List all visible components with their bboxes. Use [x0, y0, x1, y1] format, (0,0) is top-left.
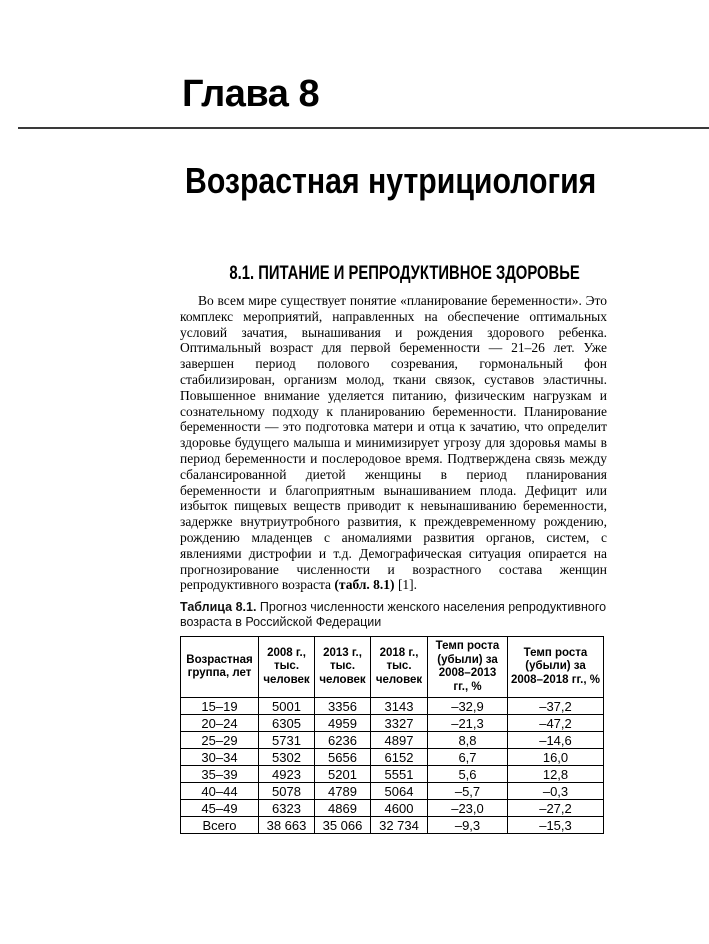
- table-row: [181, 766, 604, 783]
- paragraph-text: Во всем мире существует понятие «планирование беременности». Это комплекс мероприятий, направленных на обеспечение оптимальных условий зачатия, вынашивания и рождения здорового ребенка. Оптимальный возраст для первой беременности — 21–26 лет. Уже завершен период полового созревания, гормональный фон стабилизирован, организм молод, ткани связок, суставов эластичны. Повышенное внимание уделяется питанию, физическим нагрузкам и сознательному подходу к планированию беременности. Планирование беременности — это подготовка матери и отца к зачатию, что определит здоровье будущего малыша и минимизирует угрозу для здоровья мамы в период беременности и послеродовое время. Подтверждена связь между сбалансированной диетой женщины в период планирования беременности и благоприятным вынашиванием плода. Дефицит или избыток пищевых веществ приводит к невынашиванию беременности, задержке внутриутробного развития, к преждевременному рождению, рождению младенцев с аномалиями развития органов, систем, с явлениями дистрофии и т.д. Демографическая ситуация опирается на прогнозирование численности и возрастного состава женщин репродуктивного возраста: [180, 293, 607, 593]
- cell-age-group: 30–34: [181, 749, 259, 766]
- cell-value: –23,0: [428, 800, 508, 817]
- cell-value: 6323: [259, 800, 315, 817]
- cell-value: 5,6: [428, 766, 508, 783]
- table-reference: (табл. 8.1): [334, 577, 395, 593]
- cell-value: 6305: [259, 715, 315, 732]
- cell-age-group: 35–39: [181, 766, 259, 783]
- chapter-number-heading: [182, 72, 319, 116]
- header-age-group: Возрастная группа, лет: [181, 637, 259, 698]
- cell-value: 5201: [315, 766, 371, 783]
- cell-value: 12,8: [508, 766, 604, 783]
- chapter-title-text: Возрастная нутрициология: [185, 160, 597, 201]
- cell-value: 5078: [259, 783, 315, 800]
- table-caption-number: Таблица 8.1.: [180, 600, 257, 615]
- population-forecast-table: [180, 636, 604, 834]
- cell-value: –14,6: [508, 732, 604, 749]
- cell-value: –27,2: [508, 800, 604, 817]
- cell-value: 4897: [371, 732, 428, 749]
- cell-value: 4959: [315, 715, 371, 732]
- table-row: [181, 749, 604, 766]
- cell-value: 6152: [371, 749, 428, 766]
- table-row: [181, 698, 604, 715]
- cell-value: 8,8: [428, 732, 508, 749]
- header-2013: 2013 г., тыс. человек: [315, 637, 371, 698]
- section-heading-text: 8.1. ПИТАНИЕ И РЕПРОДУКТИВНОЕ ЗДОРОВЬЕ: [229, 263, 580, 284]
- cell-value: 5302: [259, 749, 315, 766]
- cell-age-group: 40–44: [181, 783, 259, 800]
- cell-value: 5001: [259, 698, 315, 715]
- table-row: [181, 800, 604, 817]
- cell-value: 3327: [371, 715, 428, 732]
- cell-value: 5551: [371, 766, 428, 783]
- cell-value: 5064: [371, 783, 428, 800]
- section-heading: [180, 262, 607, 286]
- table-caption-text: Прогноз численности женского населения репродуктивного возраста в Российской Федерации: [180, 600, 607, 630]
- header-2018: 2018 г., тыс. человек: [371, 637, 428, 698]
- table-row: [181, 715, 604, 732]
- header-2008: 2008 г., тыс. человек: [259, 637, 315, 698]
- cell-age-group: 20–24: [181, 715, 259, 732]
- cell-value: 6,7: [428, 749, 508, 766]
- citation-reference: [1].: [394, 577, 418, 593]
- cell-age-group: 45–49: [181, 800, 259, 817]
- cell-value: 3143: [371, 698, 428, 715]
- table-row: [181, 732, 604, 749]
- cell-value: –32,9: [428, 698, 508, 715]
- chapter-divider-rule: [18, 127, 709, 129]
- cell-value: –5,7: [428, 783, 508, 800]
- cell-value: –21,3: [428, 715, 508, 732]
- cell-value: 4600: [371, 800, 428, 817]
- header-growth-2008-2013: Темп роста (убыли) за 2008–2013 гг., %: [428, 637, 508, 698]
- cell-value: –0,3: [508, 783, 604, 800]
- cell-value: 16,0: [508, 749, 604, 766]
- cell-value: 4923: [259, 766, 315, 783]
- cell-age-group: 15–19: [181, 698, 259, 715]
- cell-value: 5656: [315, 749, 371, 766]
- cell-value: –15,3: [508, 817, 604, 834]
- cell-value: 3356: [315, 698, 371, 715]
- table-header-row: [181, 637, 604, 698]
- cell-value: 35 066: [315, 817, 371, 834]
- text-column: [180, 262, 607, 834]
- cell-value: 4789: [315, 783, 371, 800]
- cell-value: –47,2: [508, 715, 604, 732]
- cell-total-label: Всего: [181, 817, 259, 834]
- cell-value: –37,2: [508, 698, 604, 715]
- cell-age-group: 25–29: [181, 732, 259, 749]
- body-paragraph: [180, 293, 607, 593]
- header-growth-2008-2018: Темп роста (убыли) за 2008–2018 гг., %: [508, 637, 604, 698]
- chapter-title: [185, 159, 675, 203]
- table-caption: [180, 600, 607, 630]
- cell-value: 6236: [315, 732, 371, 749]
- cell-value: 4869: [315, 800, 371, 817]
- cell-value: 5731: [259, 732, 315, 749]
- cell-value: –9,3: [428, 817, 508, 834]
- cell-value: 38 663: [259, 817, 315, 834]
- table-row: [181, 783, 604, 800]
- chapter-number-text: Глава 8: [182, 73, 320, 115]
- cell-value: 32 734: [371, 817, 428, 834]
- table-total-row: [181, 817, 604, 834]
